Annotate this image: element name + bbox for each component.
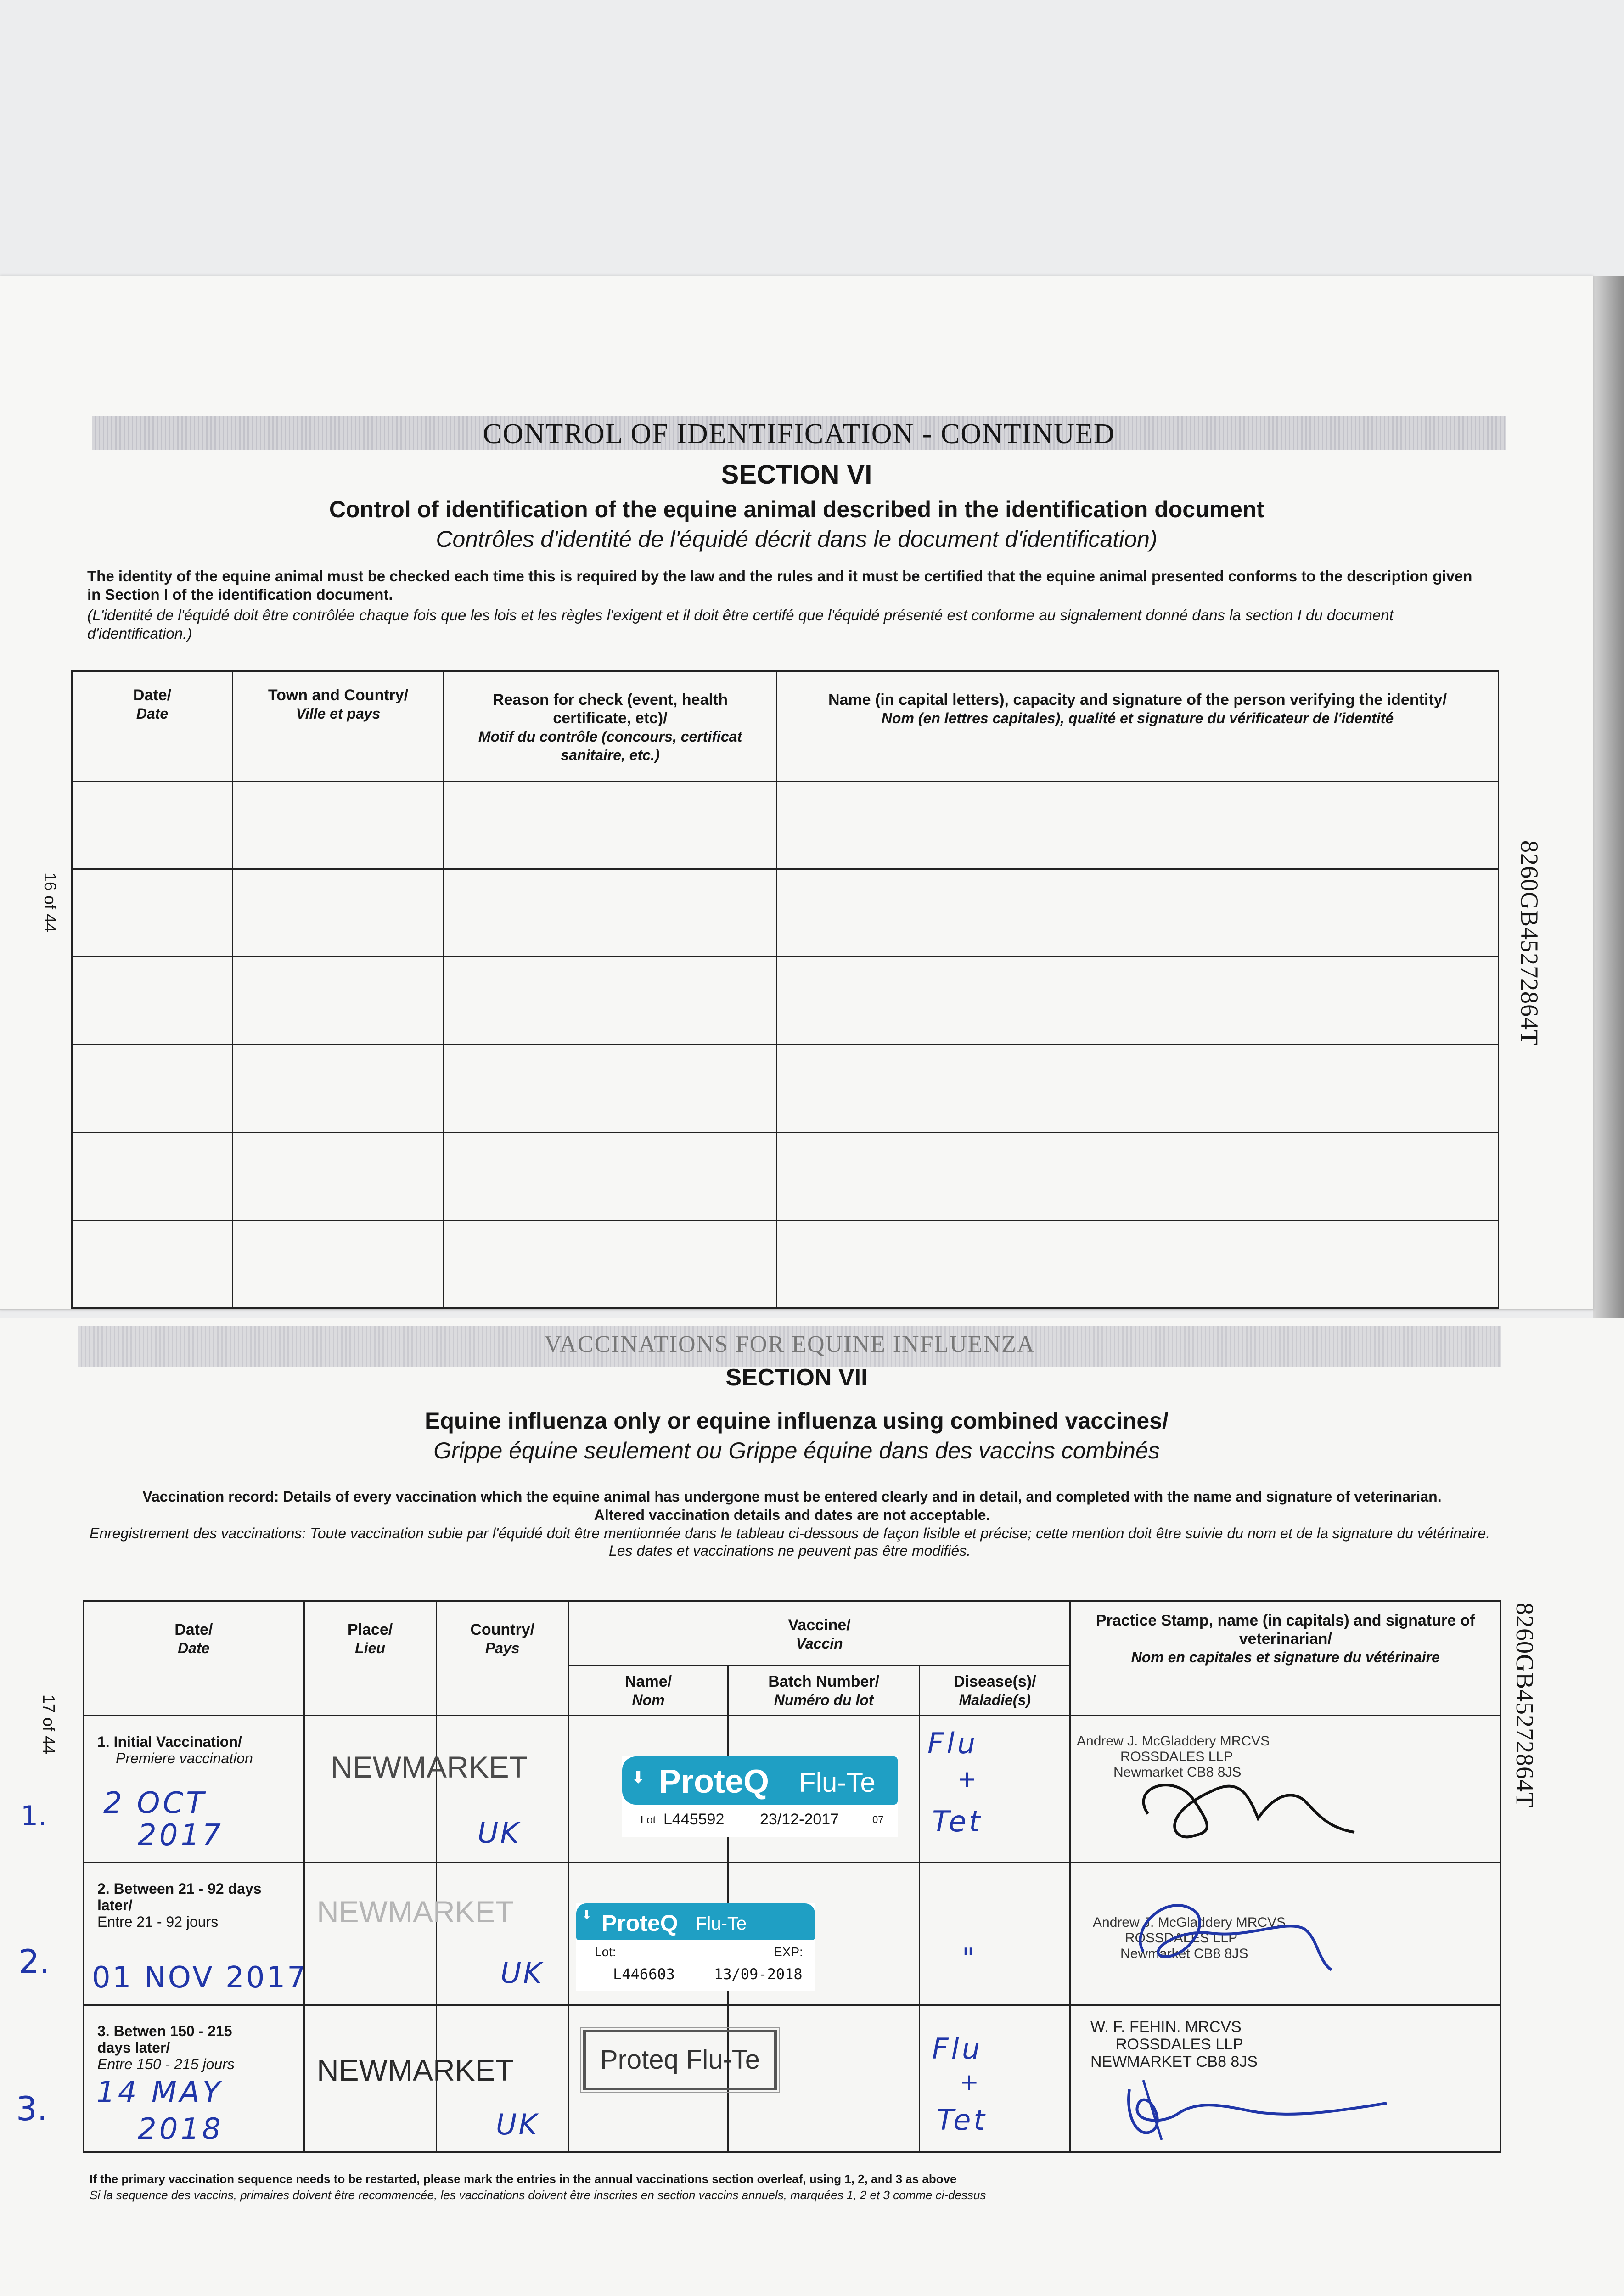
identity-check-table: [71, 670, 1499, 1309]
batch-number: L446603: [613, 1965, 675, 1983]
lot-prefix: Lot: [641, 1814, 656, 1826]
row2-date: 01 NOV 2017: [92, 1961, 308, 1995]
expiry-code: 07: [872, 1814, 884, 1825]
row1-date-line2: 2017: [138, 1818, 224, 1852]
row1-country: UK: [478, 1816, 521, 1850]
row1-place-stamp: NEWMARKET: [331, 1750, 528, 1784]
row1-disease-line2: +: [957, 1766, 977, 1792]
col-vaccine: Vaccine/ Vaccin: [568, 1601, 1070, 1666]
col-practice-stamp: Practice Stamp, name (in capitals) and signature of veterinarian/ Nom en capitales et signature du vétérinaire: [1070, 1601, 1501, 1716]
section-title-en: Equine influenza only or equine influenza using combined vaccines/: [425, 1408, 1169, 1434]
table-row: [72, 1045, 1499, 1132]
footnote-en: If the primary vaccination sequence needs to be restarted, please mark the entries in the annual vaccinations section overleaf, using 1, 2, and 3 as above: [90, 2172, 957, 2186]
col-vaccine-name: Name/ Nom: [568, 1666, 728, 1716]
margin-number-1: 1.: [21, 1800, 47, 1832]
row3-vaccine-stamp: [583, 2030, 777, 2090]
arrow-icon: ⬇: [631, 1768, 646, 1787]
expiry-date: 23/12-2017: [760, 1811, 839, 1828]
row1-label: 1. Initial Vaccination/ Premiere vaccination: [97, 1733, 253, 1767]
row1-disease-line3: Tet: [932, 1805, 983, 1838]
row2-disease: ": [962, 1942, 975, 1975]
col-date: Date/ Date: [72, 671, 233, 782]
row3-date-line1: 14 MAY: [96, 2076, 223, 2110]
col-town-country: Town and Country/ Ville et pays: [233, 671, 444, 782]
row3-label: 3. Betwen 150 - 215 days later/ Entre 150 - 215 jours: [97, 2023, 235, 2072]
instructions-fr: (L'identité de l'équidé doit être contrôlée chaque fois que les lois et les règles l'exigent et il doit être certifé que l'équidé présenté est conforme au signalement donné dans la section I du document d'identification.): [87, 607, 1394, 642]
record-en-2: Altered vaccination details and dates are not acceptable.: [594, 1507, 990, 1523]
row3-country: UK: [496, 2108, 539, 2141]
vaccine-brand: ProteQ: [659, 1763, 770, 1800]
table-row: [72, 1132, 1499, 1220]
margin-number-2: 2.: [18, 1942, 50, 1981]
batch-number: L445592: [663, 1811, 725, 1828]
vaccine-product: Flu-Te: [799, 1767, 876, 1798]
record-fr: Enregistrement des vaccinations: Toute vaccination subie par l'équidé doit être mentionnée dans le tableau ci-dessous de façon lisible et précise; cette mention doit être suivie du nom et de la signature du vétérinaire. Les dates et vaccinations ne peuvent pas être modifiés.: [89, 1525, 1490, 1559]
page-number: 16 of 44: [41, 872, 60, 933]
exp-label: EXP:: [774, 1945, 803, 1959]
table-row: [72, 1220, 1499, 1308]
vaccine-stamp-text: Proteq Flu-Te: [600, 2045, 760, 2075]
row2-signature: [1111, 1883, 1341, 1984]
section-heading: SECTION VI: [721, 460, 872, 490]
row2-label: 2. Between 21 - 92 days later/ Entre 21 - 92 jours: [97, 1880, 262, 1930]
section-heading: SECTION VII: [725, 1364, 868, 1391]
row3-signature: [1111, 2062, 1396, 2149]
page-17: [0, 1318, 1624, 2296]
row3-place-stamp: NEWMARKET: [317, 2053, 514, 2087]
row3-disease-line1: Flu: [932, 2032, 983, 2065]
col-place: Place/ Lieu: [304, 1601, 436, 1716]
row1-vaccine-sticker: [622, 1756, 898, 1837]
section-title-en: Control of identification of the equine animal described in the identification document: [329, 496, 1264, 522]
row3-vet-stamp: W. F. FEHIN. MRCVS ROSSDALES LLP NEWMARKET CB8 8JS: [1090, 2018, 1258, 2071]
vaccine-product: Flu-Te: [696, 1913, 747, 1934]
row1-disease-line1: Flu: [927, 1727, 978, 1760]
col-country: Country/ Pays: [436, 1601, 568, 1716]
row2-country: UK: [500, 1956, 544, 1990]
section-title-fr: Grippe équine seulement ou Grippe équine dans des vaccins combinés: [433, 1438, 1160, 1463]
table-row: [72, 782, 1499, 869]
banner-title: CONTROL OF IDENTIFICATION - CONTINUED: [483, 418, 1115, 450]
footnote-fr: Si la sequence des vaccins, primaires doivent être recommencée, les vaccinations doivent être inscrites en section vaccins annuels, marquées 1, 2 et 3 comme ci-dessus: [90, 2188, 986, 2202]
vaccine-brand: ProteQ: [601, 1910, 678, 1936]
row3-disease-line3: Tet: [937, 2103, 988, 2137]
lot-label: Lot:: [595, 1945, 616, 1959]
col-disease: Disease(s)/ Maladie(s): [920, 1666, 1070, 1716]
table-row: [72, 957, 1499, 1045]
page-16: [0, 276, 1593, 1310]
col-verifier: Name (in capital letters), capacity and signature of the person verifying the identity/ Nom (en lettres capitales), qualité et signature du vérificateur de l'identité: [777, 671, 1499, 782]
col-date: Date/ Date: [84, 1601, 304, 1716]
col-batch-number: Batch Number/ Numéro du lot: [728, 1666, 920, 1716]
row3-date-line2: 2018: [138, 2112, 224, 2146]
arrow-icon: ⬇: [582, 1908, 592, 1922]
row1-date-line1: 2 OCT: [103, 1786, 207, 1820]
page-number: 17 of 44: [39, 1694, 58, 1755]
col-reason: Reason for check (event, health certificate, etc)/ Motif du contrôle (concours, certificat sanitaire, etc.): [444, 671, 777, 782]
passport-serial: 8260GB45272864T: [1516, 840, 1543, 1046]
row2-vaccine-sticker: [576, 1903, 815, 1991]
margin-number-3: 3.: [16, 2089, 48, 2128]
row1-vet-stamp: Andrew J. McGladdery MRCVS ROSSDALES LLP Newmarket CB8 8JS: [1077, 1733, 1270, 1780]
row2-place-stamp: NEWMARKET: [317, 1895, 514, 1929]
table-row: [72, 869, 1499, 957]
section-title-fr: Contrôles d'identité de l'équidé décrit dans le document d'identification): [436, 526, 1158, 552]
row1-signature: [1120, 1759, 1377, 1841]
expiry-date: 13/09-2018: [714, 1965, 803, 1983]
record-en: Vaccination record: Details of every vaccination which the equine animal has undergone must be entered clearly and in detail, and completed with the name and signature of veterinarian.: [142, 1488, 1442, 1505]
banner-title: VACCINATIONS FOR EQUINE INFLUENZA: [544, 1331, 1035, 1357]
passport-serial: 8260GB45272864T: [1511, 1603, 1539, 1808]
instructions-en: The identity of the equine animal must be checked each time this is required by the law and the rules and it must be certified that the equine animal presented conforms to the description given in Section I of the identification document.: [87, 568, 1472, 603]
row2-vet-stamp: Andrew J. McGladdery MRCVS ROSSDALES LLP Newmarket CB8 8JS: [1093, 1915, 1286, 1961]
row3-disease-line2: +: [960, 2069, 979, 2095]
